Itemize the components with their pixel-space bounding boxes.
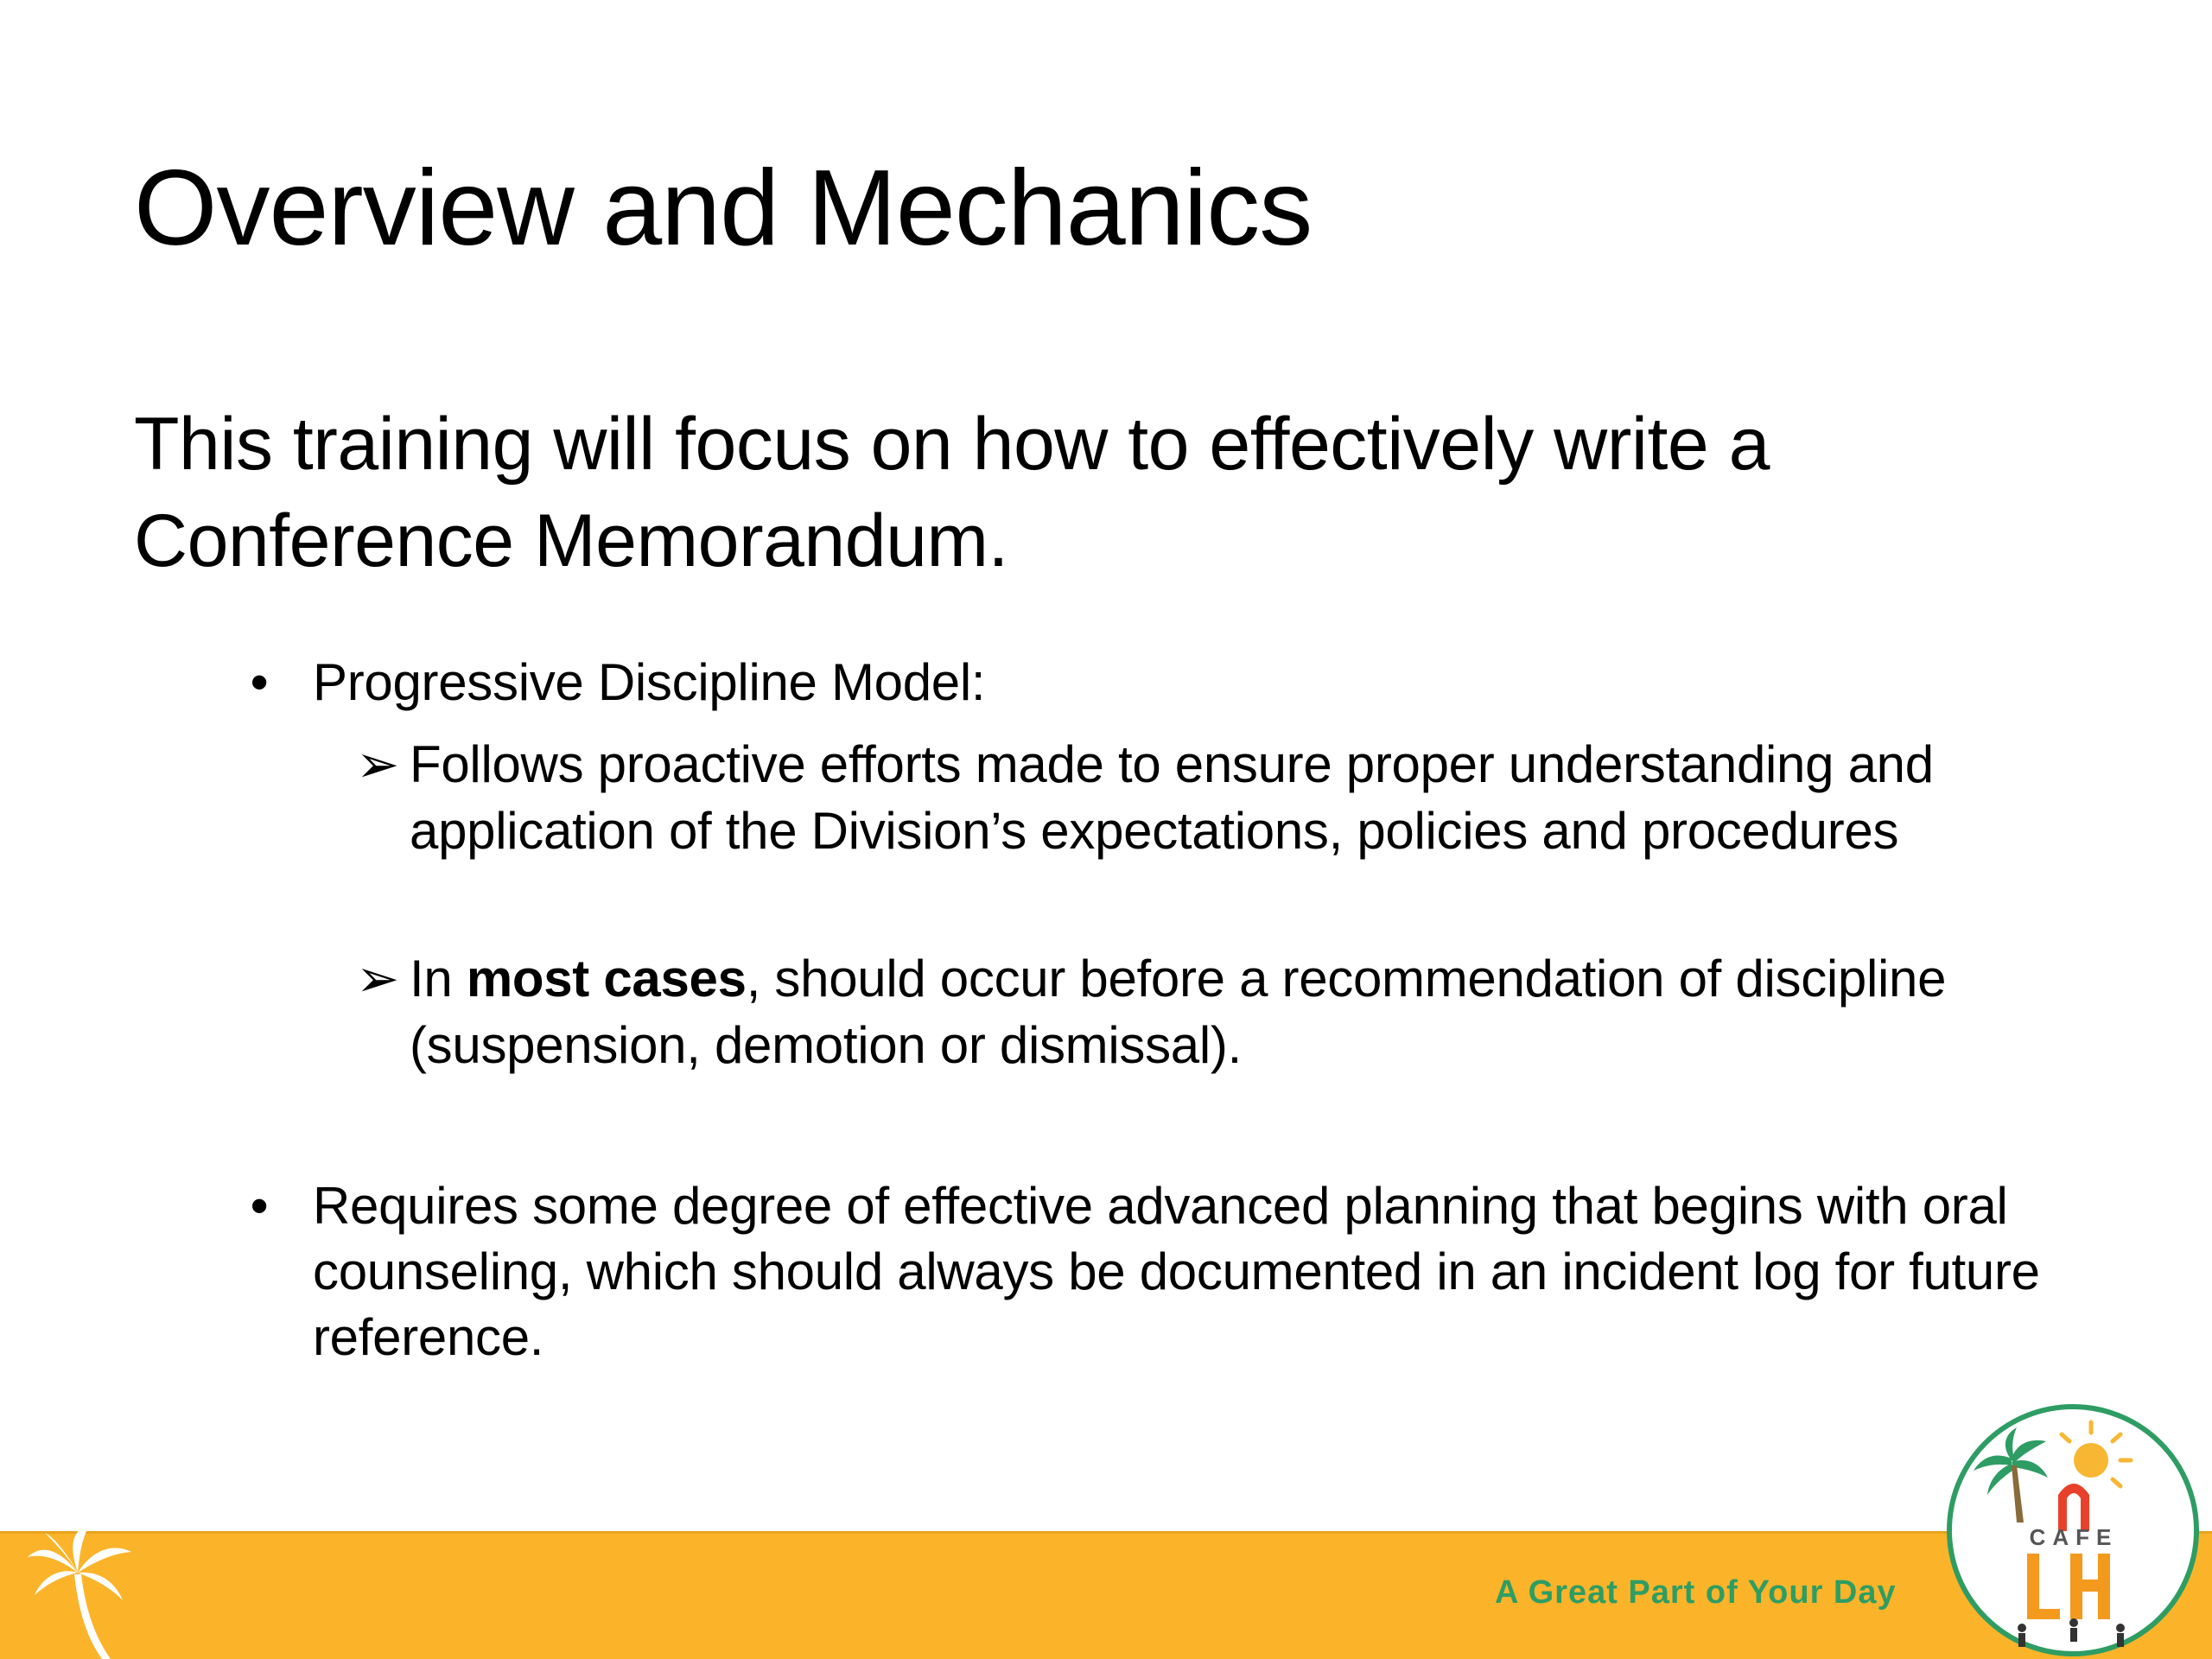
- bullet-text: Requires some degree of effective advanced planning that begins with oral counseling, which should always be documented in an incident log for future reference.: [313, 1177, 2040, 1366]
- bullet-marker: •: [250, 1177, 269, 1235]
- subitem-prefix: In: [410, 950, 467, 1007]
- subitem-text: [410, 945, 2034, 1078]
- subitem-text: Follows proactive efforts made to ensure proper understanding and application of the Division’s expectations, policies and procedures: [410, 735, 1934, 860]
- bullet-marker: •: [250, 653, 269, 711]
- logo-text: CAFE: [2029, 1524, 2119, 1550]
- arrow-bullet-icon: ➢: [356, 950, 399, 1007]
- subitem-bold: most cases: [466, 950, 747, 1007]
- slide-title: Overview and Mechanics: [134, 149, 1313, 268]
- subitem-suffix: , should occur before a recommendation of discipline (suspension, demotion or dismissal).: [410, 950, 1947, 1074]
- intro-text: This training will focus on how to effectively write a Conference Memorandum.: [134, 403, 1770, 582]
- bullet-text: Progressive Discipline Model:: [313, 653, 986, 711]
- arrow-bullet-icon: ➢: [356, 735, 399, 793]
- palm-tree-icon: [24, 1522, 137, 1659]
- cafe-lh-logo: [1944, 1402, 2202, 1659]
- footer-tagline: A Great Part of Your Day: [1495, 1574, 1897, 1611]
